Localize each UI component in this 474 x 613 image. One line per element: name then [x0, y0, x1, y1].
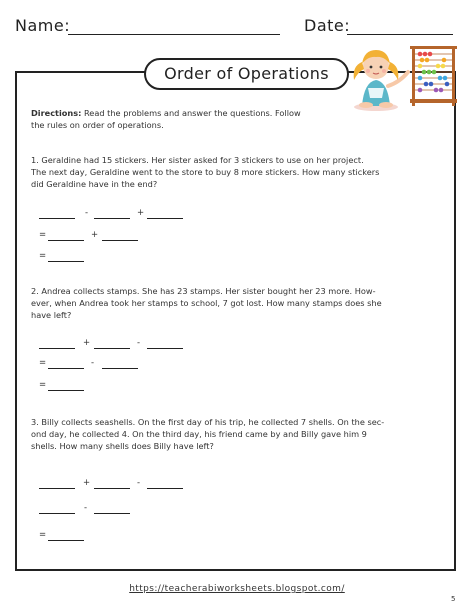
problem-2-line: have left?: [31, 310, 72, 320]
directions-line-2: the rules on order of operations.: [31, 120, 164, 130]
problem-2-text: [31, 285, 441, 321]
answer-blank[interactable]: [94, 513, 130, 514]
answer-blank[interactable]: [39, 513, 75, 514]
problem-3-line: 3. Billy collects seashells. On the first day of his trip, he collected 7 shells. On the sec-: [31, 417, 385, 427]
date-label: Date:: [304, 16, 351, 35]
equals-sign: =: [39, 358, 47, 368]
directions-line-1: Read the problems and answer the questions. Follow: [81, 108, 301, 118]
directions: [31, 107, 441, 131]
answer-blank[interactable]: [48, 390, 84, 391]
equals-sign: =: [39, 380, 47, 390]
problem-3-line: ond day, he collected 4. On the third day, his friend came by and Billy gave him 9: [31, 429, 367, 439]
worksheet-frame: [15, 71, 456, 571]
answer-blank[interactable]: [94, 218, 130, 219]
equals-sign: =: [39, 530, 47, 540]
footer-link[interactable]: https://teacherabiworksheets.blogspot.com/: [129, 584, 345, 594]
answer-blank[interactable]: [94, 488, 130, 489]
problem-1-line: did Geraldine have in the end?: [31, 179, 158, 189]
footer: [0, 584, 474, 594]
problem-3-text: [31, 416, 441, 452]
operator: -: [84, 503, 88, 513]
answer-blank[interactable]: [48, 240, 84, 241]
answer-blank[interactable]: [48, 540, 84, 541]
name-label: Name:: [15, 16, 71, 35]
operator: -: [91, 358, 95, 368]
operator: -: [85, 208, 89, 218]
answer-blank[interactable]: [39, 218, 75, 219]
date-field[interactable]: [347, 34, 453, 35]
answer-blank[interactable]: [48, 368, 84, 369]
operator: +: [91, 230, 99, 240]
answer-blank[interactable]: [147, 488, 183, 489]
girl-with-abacus-icon: [340, 42, 462, 112]
answer-blank[interactable]: [39, 348, 75, 349]
operator: +: [83, 478, 91, 488]
answer-blank[interactable]: [147, 348, 183, 349]
name-field[interactable]: [68, 34, 280, 35]
equals-sign: =: [39, 230, 47, 240]
equals-sign: =: [39, 251, 47, 261]
problem-1-text: [31, 154, 441, 190]
problem-2-line: 2. Andrea collects stamps. She has 23 stamps. Her sister bought her 23 more. How-: [31, 286, 376, 296]
answer-blank[interactable]: [147, 218, 183, 219]
problem-2-line: ever, when Andrea took her stamps to school, 7 got lost. How many stamps does she: [31, 298, 382, 308]
directions-label: Directions:: [31, 108, 82, 118]
problem-1-line: The next day, Geraldine went to the store to buy 8 more stickers. How many stickers: [31, 167, 380, 177]
worksheet-title: Order of Operations: [144, 58, 349, 90]
operator: -: [137, 338, 141, 348]
operator: +: [137, 208, 145, 218]
answer-blank[interactable]: [48, 261, 84, 262]
answer-blank[interactable]: [102, 368, 138, 369]
answer-blank[interactable]: [102, 240, 138, 241]
answer-blank[interactable]: [39, 488, 75, 489]
problem-3-line: shells. How many shells does Billy have left?: [31, 441, 214, 451]
page-number: 5: [451, 595, 456, 603]
operator: -: [137, 478, 141, 488]
problem-1-line: 1. Geraldine had 15 stickers. Her sister asked for 3 stickers to use on her project.: [31, 155, 364, 165]
answer-blank[interactable]: [94, 348, 130, 349]
operator: +: [83, 338, 91, 348]
